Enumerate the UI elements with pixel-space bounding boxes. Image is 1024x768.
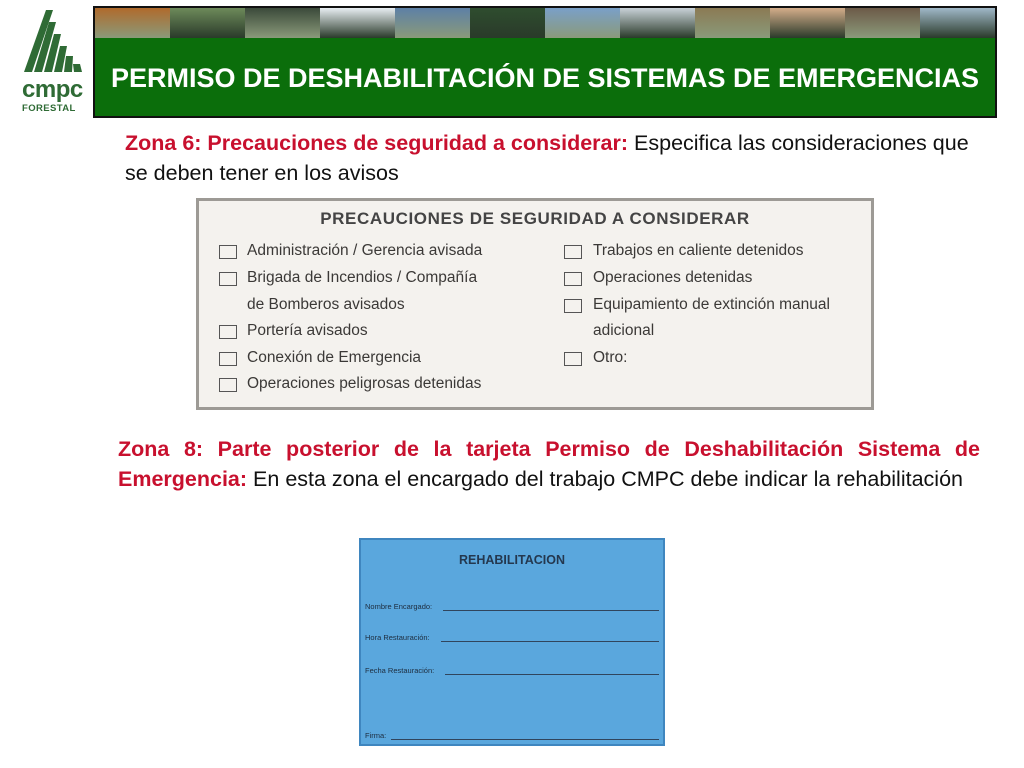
precaution-item: Portería avisados <box>247 322 368 339</box>
rehab-field-line <box>391 739 659 740</box>
precaution-item: adicional <box>593 322 655 339</box>
header-photo <box>245 8 320 38</box>
rehab-field-label: Fecha Restauración: <box>365 666 435 675</box>
rehab-field-label: Hora Restauración: <box>365 633 430 642</box>
zone6-text: Especifica las consideraciones que se deben tener en los avisos <box>125 131 969 185</box>
header-photo <box>170 8 245 38</box>
rehab-field-line <box>441 641 659 642</box>
checkbox-icon <box>564 299 582 313</box>
title-band <box>95 38 995 118</box>
header-photo <box>845 8 920 38</box>
header-photo <box>545 8 620 38</box>
header-photo <box>770 8 845 38</box>
precautions-form-title: PRECAUCIONES DE SEGURIDAD A CONSIDERAR <box>320 209 750 228</box>
rehab-field-label: Nombre Encargado: <box>365 602 433 611</box>
logo-subtitle-text: FORESTAL <box>22 103 76 114</box>
precaution-item: Equipamiento de extinción manual <box>593 296 830 313</box>
precaution-item: Conexión de Emergencia <box>247 349 422 366</box>
header-photo <box>920 8 995 38</box>
header-photo <box>620 8 695 38</box>
zone8-label: Zona 8: Parte posterior de la tarjeta Permiso de Deshabilitación Sistema de Emergencia: <box>118 437 980 491</box>
checkbox-icon <box>219 378 237 392</box>
checkbox-icon <box>564 245 582 259</box>
precaution-item: Brigada de Incendios / Compañía <box>247 269 478 286</box>
header-photo <box>320 8 395 38</box>
precautions-form-image <box>196 198 874 410</box>
header-photo <box>695 8 770 38</box>
checkbox-icon <box>219 325 237 339</box>
checkbox-icon <box>219 245 237 259</box>
header-photo <box>395 8 470 38</box>
header-photo <box>95 8 170 38</box>
checkbox-icon <box>219 272 237 286</box>
precaution-item: Administración / Gerencia avisada <box>247 242 483 259</box>
precaution-item: Operaciones detenidas <box>593 269 753 286</box>
precaution-item: Otro: <box>593 349 628 366</box>
zone8-text: En esta zona el encargado del trabajo CMPC debe indicar la rehabilitación <box>253 467 963 491</box>
header-banner <box>93 6 997 118</box>
rehab-field-label: Firma: <box>365 731 387 740</box>
rehab-field-line <box>443 610 659 611</box>
checkbox-icon <box>564 272 582 286</box>
header-photo <box>470 8 545 38</box>
tree-logo-icon <box>18 8 88 76</box>
checkbox-icon <box>219 352 237 366</box>
precaution-item: Operaciones peligrosas detenidas <box>247 375 482 392</box>
zone6-label: Zona 6: Precauciones de seguridad a considerar: <box>125 131 629 155</box>
logo-brand-text: cmpc <box>22 76 83 103</box>
checkbox-icon <box>564 352 582 366</box>
rehabilitacion-card-image <box>359 538 665 746</box>
rehabilitacion-card-title: REHABILITACION <box>458 553 565 567</box>
rehab-field-line <box>445 674 659 675</box>
zone6-description <box>125 128 975 188</box>
cmpc-forestal-logo <box>8 8 96 120</box>
header-photo-strip <box>95 8 995 38</box>
precaution-item: Trabajos en caliente detenidos <box>593 242 804 259</box>
zone8-description <box>118 434 980 494</box>
page-title: PERMISO DE DESHABILITACIÓN DE SISTEMAS DE EMERGENCIAS <box>110 63 980 93</box>
precaution-item: de Bomberos avisados <box>247 296 405 313</box>
